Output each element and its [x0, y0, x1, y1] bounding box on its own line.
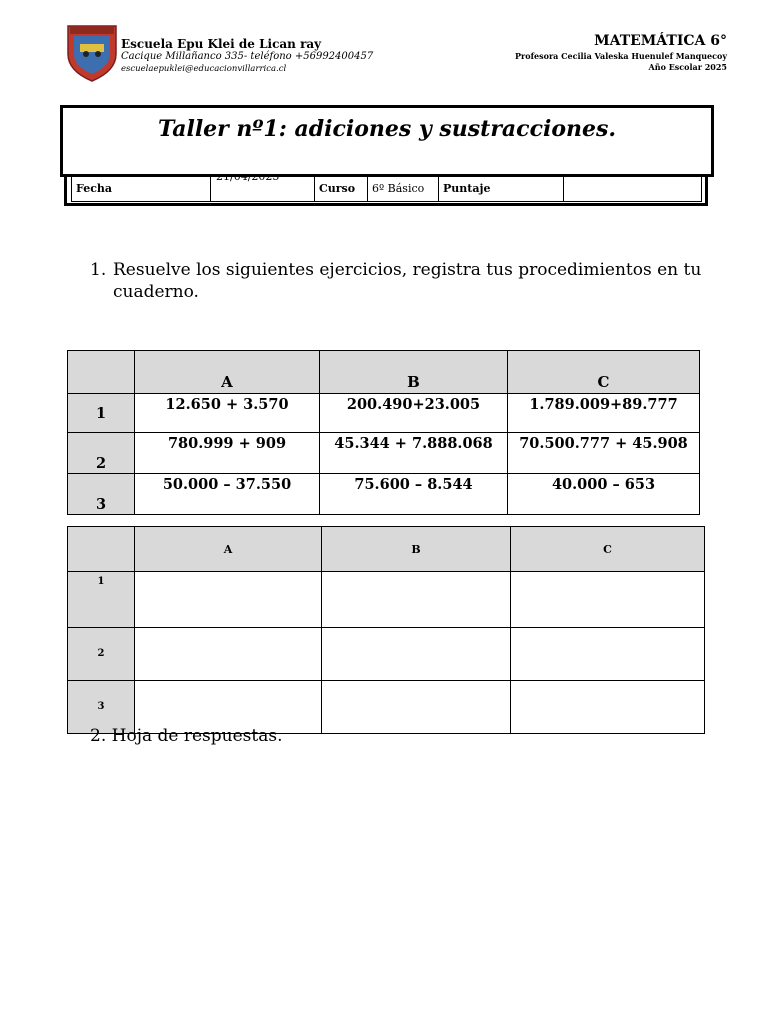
school-year: Año Escolar 2025 [648, 62, 727, 72]
exercise-3b: 75.600 – 8.544 [320, 474, 508, 515]
answer-table [67, 526, 705, 734]
school-logo [66, 24, 118, 82]
answer-cell-2a[interactable] [135, 628, 322, 681]
column-header-b: B [322, 527, 511, 572]
row-label-2: 2 [68, 433, 135, 474]
row-label-3: 3 [68, 474, 135, 515]
school-email: escuelaepuklei@educacionvillarrica.cl [121, 64, 287, 74]
exercise-1b: 200.490+23.005 [320, 394, 508, 433]
corner-cell [68, 351, 135, 394]
exercise-2a: 780.999 + 909 [135, 433, 320, 474]
school-address: Cacique Millañanco 335- teléfono +56992400457 [121, 51, 374, 62]
exercise-2c: 70.500.777 + 45.908 [508, 433, 700, 474]
puntaje-label: Puntaje [439, 176, 564, 202]
instruction-text: Resuelve los siguientes ejercicios, registra tus procedimientos en tu cuaderno. [113, 260, 702, 302]
title-box [60, 105, 714, 177]
column-header-c: C [511, 527, 705, 572]
curso-value: 6º Básico [368, 176, 439, 202]
row-label-3: 3 [68, 681, 135, 734]
fecha-value [211, 176, 315, 202]
column-header-c: C [508, 351, 700, 394]
answers-section-number: 2. [90, 726, 107, 746]
corner-cell [68, 527, 135, 572]
exercise-1c: 1.789.009+89.777 [508, 394, 700, 433]
answers-section-text: Hoja de respuestas. [111, 726, 283, 746]
row-label-1: 1 [68, 572, 135, 628]
column-header-a: A [135, 527, 322, 572]
answer-cell-3c[interactable] [511, 681, 705, 734]
exercise-3c: 40.000 – 653 [508, 474, 700, 515]
answer-cell-3b[interactable] [322, 681, 511, 734]
row-label-2: 2 [68, 628, 135, 681]
subject-title: MATEMÁTICA 6° [594, 33, 727, 49]
column-header-b: B [320, 351, 508, 394]
answer-cell-2c[interactable] [511, 628, 705, 681]
exercise-table [67, 350, 700, 515]
fecha-label: Fecha [72, 176, 211, 202]
instruction-number: 1. [90, 260, 107, 280]
worksheet-title: Taller nº1: adiciones y sustracciones. [157, 116, 617, 142]
column-header-a: A [135, 351, 320, 394]
curso-label: Curso [315, 176, 368, 202]
teacher-name: Profesora Cecilia Valeska Huenulef Manquecoy [515, 51, 727, 61]
answers-section-label [90, 726, 282, 746]
exercise-3a: 50.000 – 37.550 [135, 474, 320, 515]
puntaje-value [564, 176, 702, 202]
answer-cell-1c[interactable] [511, 572, 705, 628]
answer-cell-1b[interactable] [322, 572, 511, 628]
info-table [71, 175, 702, 202]
answer-cell-1a[interactable] [135, 572, 322, 628]
answer-cell-2b[interactable] [322, 628, 511, 681]
exercise-2b: 45.344 + 7.888.068 [320, 433, 508, 474]
exercise-1a: 12.650 + 3.570 [135, 394, 320, 433]
school-name: Escuela Epu Klei de Lican ray [121, 37, 322, 51]
instruction-1 [90, 259, 710, 303]
row-label-1: 1 [68, 394, 135, 433]
